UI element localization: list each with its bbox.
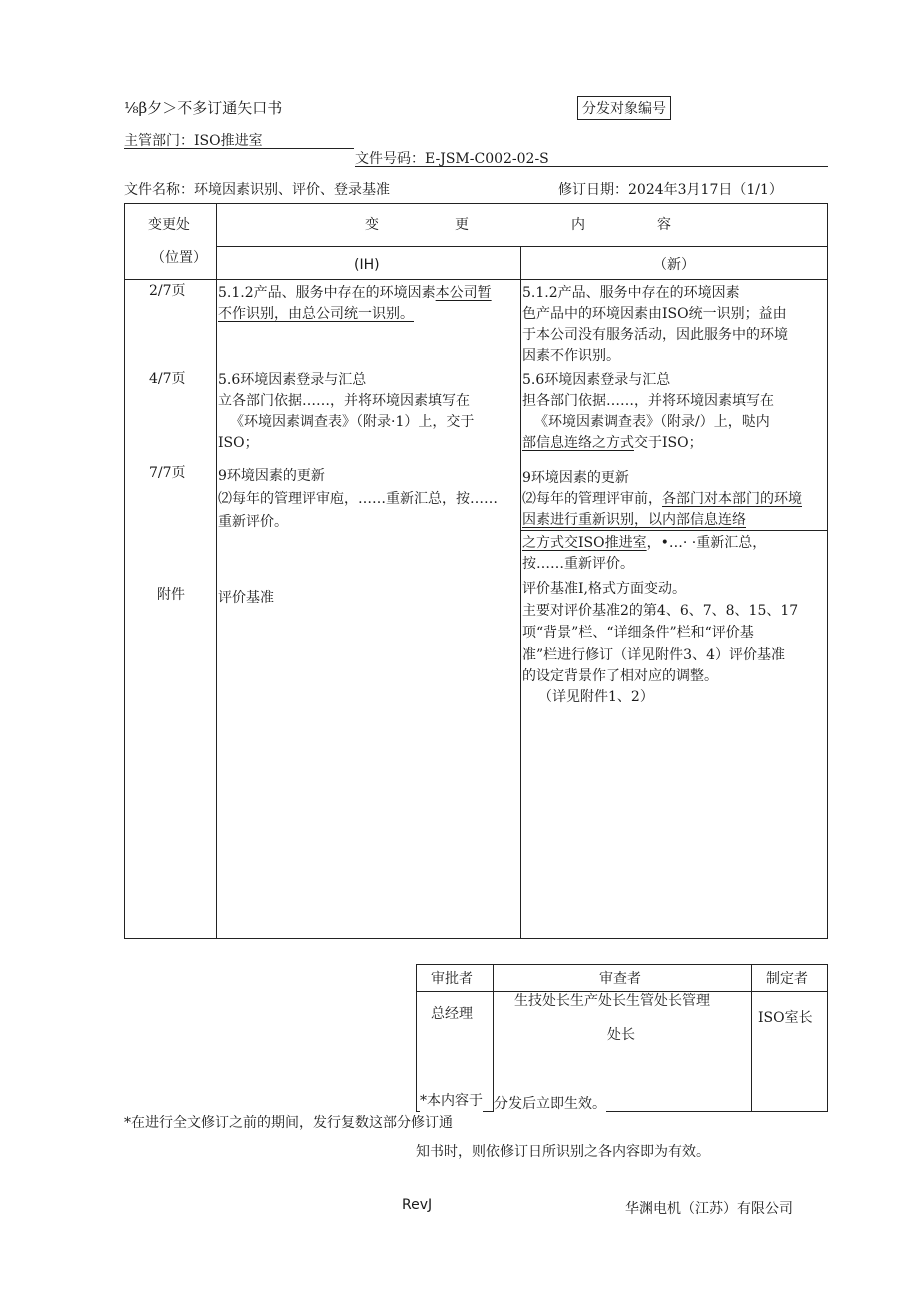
new-content-line: 之方式交ISO推进室，•…· ·重新汇总， [522,535,767,551]
row-position: 7/7页 [149,465,186,481]
new-content-line: 担各部门依据……，并将环境因素填写在 [522,393,774,409]
col-divider-position [216,204,217,938]
footer-note-line2: 知书时，则依修订日所识别之各内容即为有效。 [416,1144,710,1160]
approval-divider [493,965,494,1111]
document-number-underline [355,166,828,167]
row-position: 附件 [157,587,185,603]
old-content-line: 《环境因素调查表》（附录·1）上，交于 [230,414,475,430]
old-content-line: 重新评价。 [218,514,288,530]
new-content-line: ⑵每年的管理评审前，各部门对本部门的环境 [522,491,802,507]
content-header-char: 变 [365,217,379,233]
new-content-line: 因素不作识别。 [522,348,620,364]
distribution-number-box: 分发对象编号 [577,96,671,120]
new-content-line: 部信息连络之方式交于ISO； [522,435,703,451]
effective-note-left: *本内容于 [420,1091,483,1112]
reviewer-names: 生技处长生产处长生管处长管理 [514,993,710,1009]
revision-table [124,203,828,939]
effective-note-right: 分发后立即生效。 [494,1094,606,1115]
author-name: ISO室长 [758,1010,813,1026]
footer-note-line1: *在进行全文修订之前的期间，发行复数这部分修订通 [124,1115,453,1131]
new-content-line: 《环境因素调查表》（附录/）上，哒内 [534,414,770,430]
position-header-sub: （位置） [151,250,207,266]
new-content-line: 色产品中的环境因素由ISO统一识别；益由 [522,306,787,322]
new-content-line: 于本公司没有服务活动，因此服务中的环境 [522,327,788,343]
old-content-line: ⑵每年的管理评审庖，……重新汇总，按…… [218,491,498,507]
new-content-line: 9环境因素的更新 [522,470,629,486]
row-divider-content-header [216,246,827,247]
revision-date: 修订日期：2024年3月17日（1/1） [558,182,783,198]
position-header: 变更处 [148,217,190,233]
content-header-char: 容 [657,217,671,233]
new-content-line: 主要对评价基准2的第4、6、7、8、15、17 [522,603,799,619]
approver-header: 审批者 [431,971,473,987]
col-divider-old-new [520,247,521,938]
old-content-line: 评价基准 [218,590,274,606]
new-content-line: 5.1.2产品、服务中存在的环境因素 [522,285,740,301]
document-type-label: ⅛β夕＞不多订通矢口书 [124,99,283,117]
new-content-line: 评价基准I,格式方面变动。 [522,581,686,597]
reviewer-names-cont: 处长 [607,1027,635,1043]
row-position: 2/7页 [149,283,186,299]
department-label: 主管部门：ISO推进室 [124,133,263,149]
department-underline [124,148,354,149]
document-name: 文件名称：环境因素识别、评价、登录基准 [124,182,390,198]
new-content-line: 5.6环境因素登录与汇总 [522,372,671,388]
new-content-line: 项“背景”栏、“详细条件”栏和“评价基 [522,625,754,641]
row-position: 4/7页 [149,371,186,387]
content-header-char: 内 [571,217,585,233]
old-content-line: 立各部门依据……，并将环境因素填写在 [218,393,470,409]
new-content-line: 的设定背景作了相对应的调整。 [522,668,718,684]
old-content-line: 5.6环境因素登录与汇总 [218,372,367,388]
new-content-line: （详见附件1、2） [538,689,654,705]
author-header: 制定者 [766,971,808,987]
revision-mark: RevJ [402,1197,433,1213]
reviewer-header: 审查者 [599,971,641,987]
new-content-line: 因素进行重新识别，以内部信息连络 [522,512,746,528]
document-number: 文件号码：E-JSM-C002-02-S [355,151,549,167]
old-header: (IH) [354,257,380,273]
old-content-line: 不作识别，由总公司统一识别。 [218,306,414,322]
new-header: （新） [653,257,695,273]
new-content-line: 准”栏进行修订（详见附件3、4）评价基准 [522,647,785,663]
company-name: 华渊电机（江苏）有限公司 [625,1201,793,1217]
content-header-char: 更 [455,217,469,233]
new-content-line: 按……重新评价。 [522,556,634,572]
approval-table [416,964,828,1112]
old-content-line: 9环境因素的更新 [218,468,325,484]
old-content-line: ISO； [218,435,259,451]
approver-name: 总经理 [431,1006,473,1022]
old-content-line: 5.1.2产品、服务中存在的环境因素本公司暂 [218,285,492,301]
approval-divider [751,965,752,1111]
row-divider-header-bottom [125,279,827,280]
